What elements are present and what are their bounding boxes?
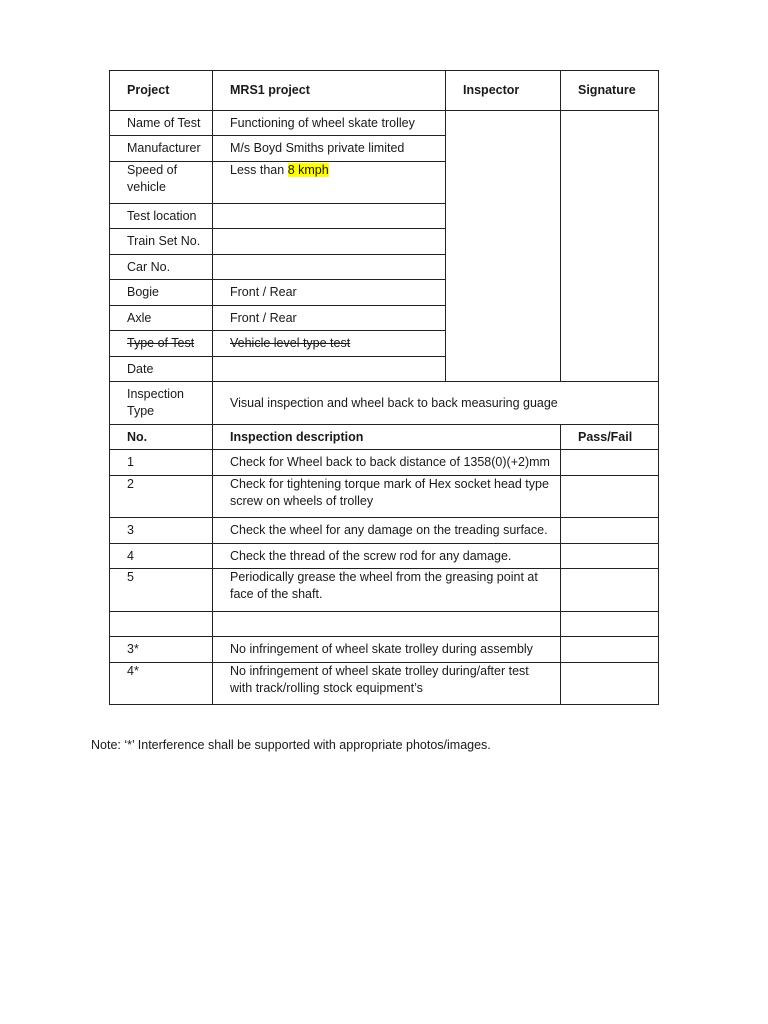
speed-highlight: 8 kmph: [287, 163, 329, 177]
info-label: Axle: [110, 306, 213, 331]
checklist-description[interactable]: [213, 612, 561, 637]
checklist-no: 1: [110, 450, 213, 476]
checklist-description-header: Inspection description: [213, 425, 561, 450]
info-label: Speed of vehicle: [110, 162, 213, 204]
inspection-type-label: Inspection Type: [110, 382, 213, 425]
checklist-row: [110, 544, 659, 569]
project-value: MRS1 project: [213, 71, 446, 111]
inspector-label: Inspector: [446, 71, 561, 111]
info-label: Manufacturer: [110, 136, 213, 162]
checklist-result[interactable]: [561, 612, 659, 637]
checklist-row: [110, 663, 659, 705]
checklist-no[interactable]: [110, 612, 213, 637]
info-label: Test location: [110, 204, 213, 229]
checklist-result[interactable]: [561, 476, 659, 518]
info-value: Functioning of wheel skate trolley: [213, 111, 446, 136]
checklist-header-row: [110, 425, 659, 450]
signature-field[interactable]: [561, 111, 659, 382]
info-label: Name of Test: [110, 111, 213, 136]
checklist-result[interactable]: [561, 450, 659, 476]
checklist-row: [110, 637, 659, 663]
checklist-row: [110, 450, 659, 476]
checklist-no: 5: [110, 569, 213, 612]
checklist-no-header: No.: [110, 425, 213, 450]
inspection-type-row: [110, 382, 659, 425]
info-label: Type of Test: [110, 331, 213, 357]
info-label: Train Set No.: [110, 229, 213, 255]
checklist-description: Check the wheel for any damage on the treading surface.: [213, 518, 561, 544]
checklist-no: 4: [110, 544, 213, 569]
checklist-description: Periodically grease the wheel from the greasing point at face of the shaft.: [213, 569, 561, 612]
info-row: [110, 111, 659, 136]
info-value: Front / Rear: [213, 280, 446, 306]
info-value: Vehicle level type test: [213, 331, 446, 357]
checklist-no: 4*: [110, 663, 213, 705]
speed-prefix: Less than: [230, 163, 288, 177]
info-value[interactable]: [213, 255, 446, 280]
footnote: Note: ‘*’ Interference shall be supported with appropriate photos/images.: [91, 738, 491, 752]
inspector-field[interactable]: [446, 111, 561, 382]
inspection-form-table: [109, 70, 659, 705]
info-value: Front / Rear: [213, 306, 446, 331]
checklist-no: 3*: [110, 637, 213, 663]
checklist-row: [110, 518, 659, 544]
inspection-type-value: Visual inspection and wheel back to back measuring guage: [213, 382, 659, 425]
checklist-no: 2: [110, 476, 213, 518]
checklist-result[interactable]: [561, 637, 659, 663]
checklist-row: [110, 476, 659, 518]
checklist-row-empty: [110, 612, 659, 637]
checklist-description: No infringement of wheel skate trolley during/after test with track/rolling stock equipment’s: [213, 663, 561, 705]
info-label: Date: [110, 357, 213, 382]
checklist-description: No infringement of wheel skate trolley during assembly: [213, 637, 561, 663]
checklist-row: [110, 569, 659, 612]
info-label: Car No.: [110, 255, 213, 280]
checklist-result[interactable]: [561, 569, 659, 612]
checklist-description: Check the thread of the screw rod for any damage.: [213, 544, 561, 569]
info-value: [213, 162, 446, 204]
info-value: M/s Boyd Smiths private limited: [213, 136, 446, 162]
info-value[interactable]: [213, 204, 446, 229]
checklist-result[interactable]: [561, 544, 659, 569]
info-label: Bogie: [110, 280, 213, 306]
info-value[interactable]: [213, 357, 446, 382]
checklist-description: Check for Wheel back to back distance of 1358(0)(+2)mm: [213, 450, 561, 476]
checklist-description: Check for tightening torque mark of Hex socket head type screw on wheels of trolley: [213, 476, 561, 518]
checklist-result-header: Pass/Fail: [561, 425, 659, 450]
signature-label: Signature: [561, 71, 659, 111]
info-value[interactable]: [213, 229, 446, 255]
checklist-result[interactable]: [561, 518, 659, 544]
header-row: [110, 71, 659, 111]
checklist-result[interactable]: [561, 663, 659, 705]
project-label: Project: [110, 71, 213, 111]
checklist-no: 3: [110, 518, 213, 544]
